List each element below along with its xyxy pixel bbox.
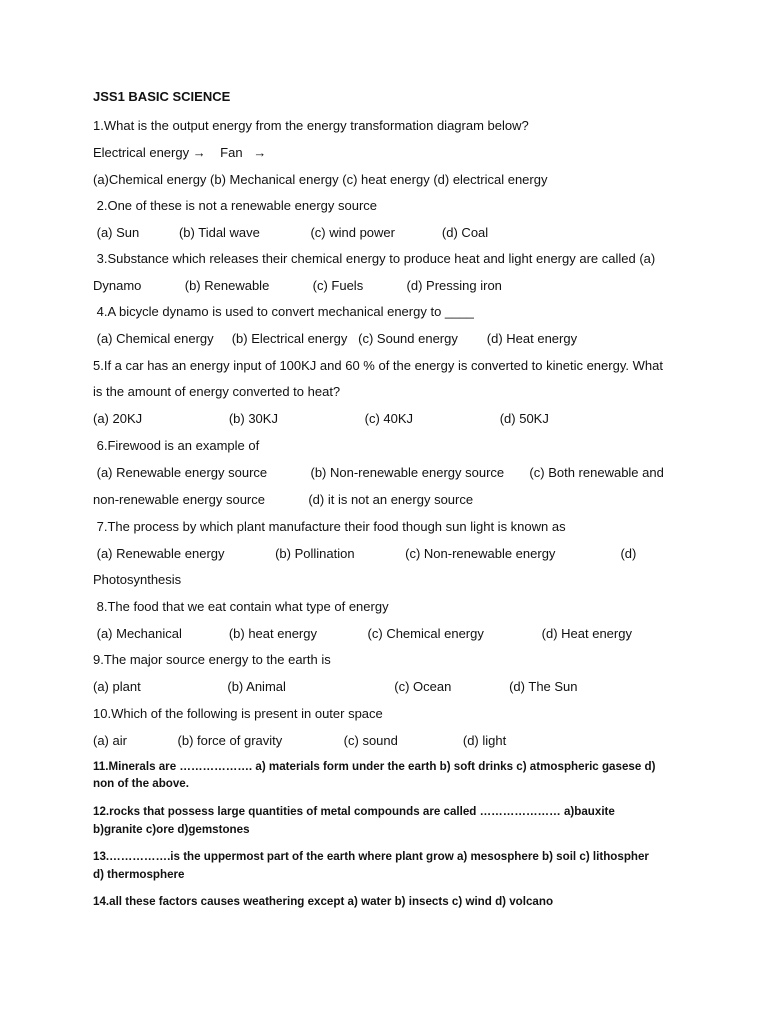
question-13: 13.…………….is the uppermost part of the earth where plant grow a) mesosphere b) soil c) lithospher	[93, 850, 649, 863]
question-9: 9.The major source energy to the earth is	[93, 652, 331, 667]
question-10: 10.Which of the following is present in outer space	[93, 706, 383, 721]
question-10-options: (a) air (b) force of gravity (c) sound (d) light	[93, 733, 507, 748]
question-1-diagram: Electrical energy → Fan →	[93, 145, 267, 160]
question-8-options: (a) Mechanical (b) heat energy (c) Chemical energy (d) Heat energy	[93, 626, 632, 641]
question-3-options: Dynamo (b) Renewable (c) Fuels (d) Pressing iron	[93, 278, 502, 293]
question-14: 14.all these factors causes weathering except a) water b) insects c) wind d) volcano	[93, 895, 554, 908]
question-1: 1.What is the output energy from the energy transformation diagram below?	[93, 118, 529, 133]
question-3: 3.Substance which releases their chemical energy to produce heat and light energy are called (a)	[93, 251, 656, 266]
question-2-options: (a) Sun (b) Tidal wave (c) wind power (d) Coal	[93, 225, 489, 240]
question-2: 2.One of these is not a renewable energy source	[93, 198, 378, 213]
page-title: JSS1 BASIC SCIENCE	[93, 89, 231, 104]
question-12-cont: b)granite c)ore d)gemstones	[93, 823, 250, 836]
question-9-options: (a) plant (b) Animal (c) Ocean (d) The Sun	[93, 679, 578, 694]
question-5-options: (a) 20KJ (b) 30KJ (c) 40KJ (d) 50KJ	[93, 411, 549, 426]
question-7: 7.The process by which plant manufacture their food though sun light is known as	[93, 519, 566, 534]
question-12: 12.rocks that possess large quantities of metal compounds are called ………………… a)bauxite	[93, 805, 615, 818]
question-4-options: (a) Chemical energy (b) Electrical energy (c) Sound energy (d) Heat energy	[93, 331, 578, 346]
question-11-cont: non of the above.	[93, 777, 189, 790]
question-7-options-cont: Photosynthesis	[93, 572, 182, 587]
question-4: 4.A bicycle dynamo is used to convert mechanical energy to ____	[93, 304, 474, 319]
question-1-options: (a)Chemical energy (b) Mechanical energy (c) heat energy (d) electrical energy	[93, 172, 548, 187]
question-6: 6.Firewood is an example of	[93, 438, 260, 453]
question-11: 11.Minerals are ………………. a) materials form under the earth b) soft drinks c) atmospheric gasese d)	[93, 760, 656, 773]
question-13-cont: d) thermosphere	[93, 868, 185, 881]
question-5: 5.If a car has an energy input of 100KJ and 60 % of the energy is converted to kinetic energy. What	[93, 358, 663, 373]
question-8: 8.The food that we eat contain what type of energy	[93, 599, 389, 614]
question-7-options: (a) Renewable energy (b) Pollination (c) Non-renewable energy (d)	[93, 546, 637, 561]
question-6-options-cont: non-renewable energy source (d) it is not an energy source	[93, 492, 474, 507]
question-6-options: (a) Renewable energy source (b) Non-renewable energy source (c) Both renewable and	[93, 465, 664, 480]
question-5-cont: is the amount of energy converted to heat?	[93, 384, 341, 399]
